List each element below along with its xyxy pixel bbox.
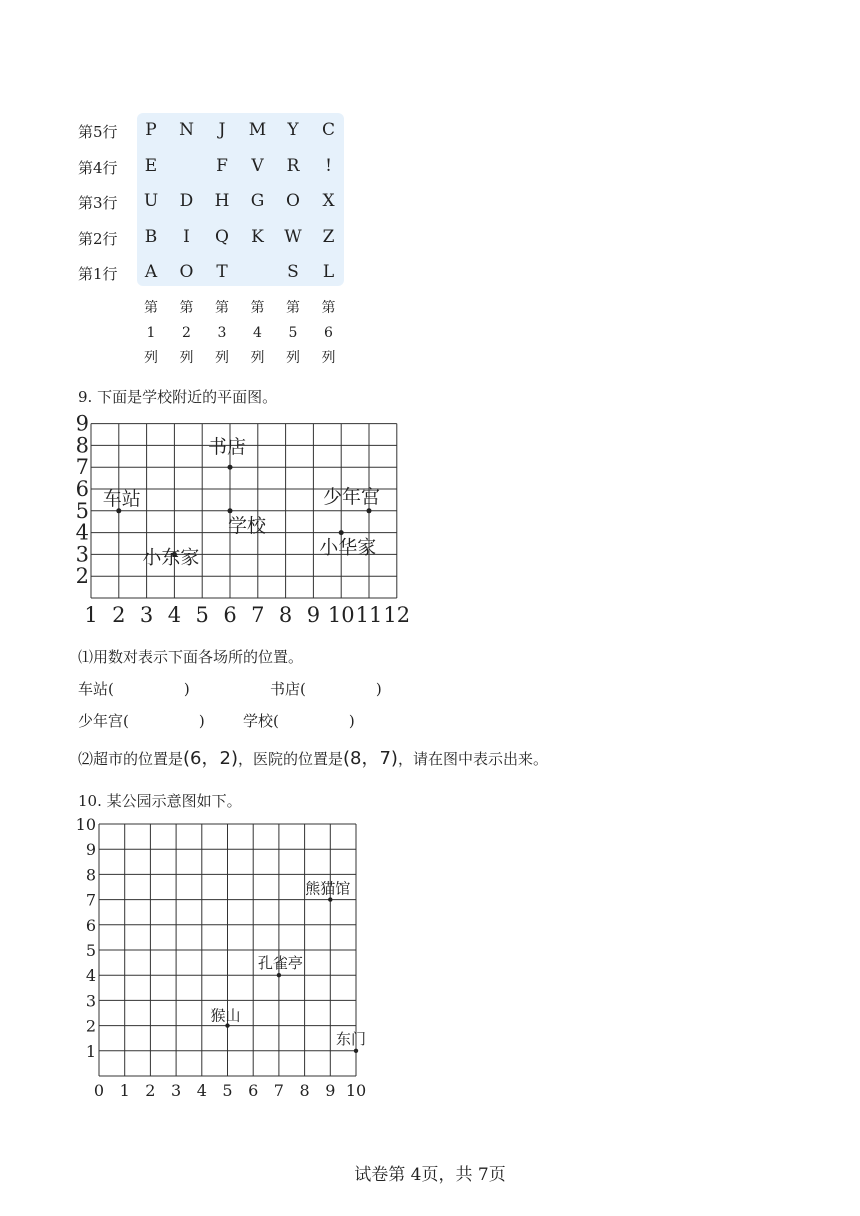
x-tick-label: 1 (119, 1081, 130, 1100)
y-tick-label: 2 (85, 1016, 96, 1036)
place-label: 少年宫 (323, 485, 381, 508)
q9-blank-school: 学校( ) (243, 712, 355, 730)
letter-cell: G (250, 191, 265, 211)
place-point (367, 508, 372, 513)
x-tick-label: 1 (84, 603, 98, 627)
letter-cell: B (144, 226, 158, 247)
letter-cell: R (286, 155, 300, 176)
y-tick-label: 4 (85, 966, 96, 986)
x-tick-label: 5 (222, 1081, 233, 1100)
letter-cell: C (321, 120, 335, 140)
y-tick-label: 6 (85, 915, 96, 935)
column-label: 第 4 列 (250, 300, 265, 366)
y-tick-label: 1 (85, 1041, 96, 1061)
x-tick-label: 6 (248, 1081, 259, 1100)
x-tick-label: 11 (355, 603, 383, 627)
q9-blank-station: 车站( ) (78, 680, 190, 698)
letter-cell: O (286, 191, 300, 211)
place-point (228, 508, 233, 513)
x-tick-label: 8 (278, 603, 293, 627)
x-tick-label: 9 (306, 603, 321, 627)
x-tick-label: 10 (327, 603, 355, 627)
letter-cell: O (179, 262, 194, 282)
letter-cell: X (322, 191, 335, 211)
y-tick-label: 7 (75, 455, 89, 480)
letter-cell: P (145, 120, 157, 140)
letter-cell: S (287, 262, 299, 282)
letter-cell: A (144, 262, 158, 282)
y-tick-label: 2 (75, 564, 89, 589)
q10-park-grid (70, 808, 380, 1100)
row-label: 第4行 (78, 158, 118, 177)
letter-cell: U (143, 191, 159, 211)
place-label: 车站 (102, 487, 141, 510)
x-tick-label: 4 (196, 1081, 207, 1100)
x-tick-label: 6 (223, 603, 237, 627)
x-tick-label: 0 (93, 1081, 105, 1100)
q9-sub1: ⑴用数对表示下面各场所的位置。 (78, 648, 304, 666)
y-tick-label: 8 (85, 865, 96, 885)
q9-sub2: ⑵超市的位置是(6，2)，医院的位置是(8，7)，请在图中表示出来。 (78, 748, 548, 769)
y-tick-label: 5 (75, 498, 89, 523)
q9-blank-youth-palace: 少年宫( ) (78, 712, 205, 730)
row-label: 第2行 (78, 229, 118, 248)
column-label: 第 3 列 (215, 300, 229, 366)
letter-cell: W (284, 226, 302, 247)
y-tick-label: 7 (85, 890, 96, 910)
q10-title: 10. 某公园示意图如下。 (78, 792, 242, 810)
x-tick-label: 10 (345, 1081, 367, 1100)
place-label: 书店 (208, 436, 247, 459)
column-label: 第 5 列 (286, 300, 300, 366)
x-tick-label: 3 (171, 1081, 182, 1100)
letter-cell: K (251, 226, 264, 247)
column-label: 第 2 列 (179, 300, 194, 366)
letter-cell: T (216, 262, 228, 282)
q9-blank-bookstore: 书店( ) (270, 680, 382, 698)
x-tick-label: 2 (112, 603, 126, 627)
letter-cell: H (214, 191, 230, 211)
place-label: 小华家 (319, 536, 377, 559)
x-tick-label: 9 (325, 1081, 336, 1100)
x-tick-label: 5 (195, 603, 209, 627)
y-tick-label: 6 (75, 477, 89, 501)
place-point (354, 1049, 358, 1053)
y-tick-label: 9 (75, 411, 89, 436)
letter-cell: N (179, 120, 194, 140)
letter-cell: F (216, 155, 228, 176)
place-point (328, 897, 332, 901)
row-label: 第1行 (78, 265, 118, 283)
y-tick-label: 3 (75, 542, 89, 567)
row-label: 第3行 (78, 194, 118, 212)
y-tick-label: 3 (85, 991, 96, 1011)
q9-map-grid (70, 410, 430, 630)
x-tick-label: 4 (167, 603, 182, 627)
letter-cell: V (251, 155, 264, 176)
q9-title: 9. 下面是学校附近的平面图。 (78, 388, 278, 406)
place-point (339, 530, 344, 535)
letter-cell: Z (322, 226, 335, 247)
letter-cell: Y (287, 120, 299, 140)
place-label: 猴山 (210, 1006, 241, 1025)
letter-cell: Q (215, 226, 229, 247)
x-tick-label: 12 (383, 603, 411, 627)
letter-cell: E (144, 155, 158, 176)
letter-cell: ! (325, 155, 332, 176)
place-label: 孔雀亭 (257, 954, 303, 973)
column-label: 第 1 列 (144, 300, 158, 366)
y-tick-label: 8 (75, 433, 89, 458)
place-label: 熊猫馆 (305, 879, 351, 898)
letter-cell: I (183, 226, 190, 247)
place-label: 东门 (336, 1029, 367, 1048)
y-tick-label: 10 (75, 815, 96, 834)
x-tick-label: 2 (145, 1081, 156, 1100)
place-label: 小东家 (142, 546, 200, 569)
place-point (228, 465, 233, 470)
letter-cell: J (218, 120, 226, 140)
x-tick-label: 7 (273, 1081, 284, 1100)
y-tick-label: 5 (85, 941, 96, 960)
place-label: 学校 (228, 514, 267, 537)
x-tick-label: 7 (251, 603, 265, 627)
letter-cell: L (322, 262, 335, 282)
x-tick-label: 8 (299, 1081, 310, 1100)
y-tick-label: 4 (75, 520, 89, 545)
x-tick-label: 3 (139, 603, 154, 627)
row-label: 第5行 (78, 123, 118, 141)
column-label: 第 6 列 (321, 300, 336, 366)
letter-cell: D (179, 191, 194, 211)
place-point (277, 973, 281, 977)
y-tick-label: 9 (85, 840, 96, 860)
letter-cell: M (248, 120, 267, 140)
page-footer: 试卷第 4页，共 7页 (354, 1165, 506, 1185)
